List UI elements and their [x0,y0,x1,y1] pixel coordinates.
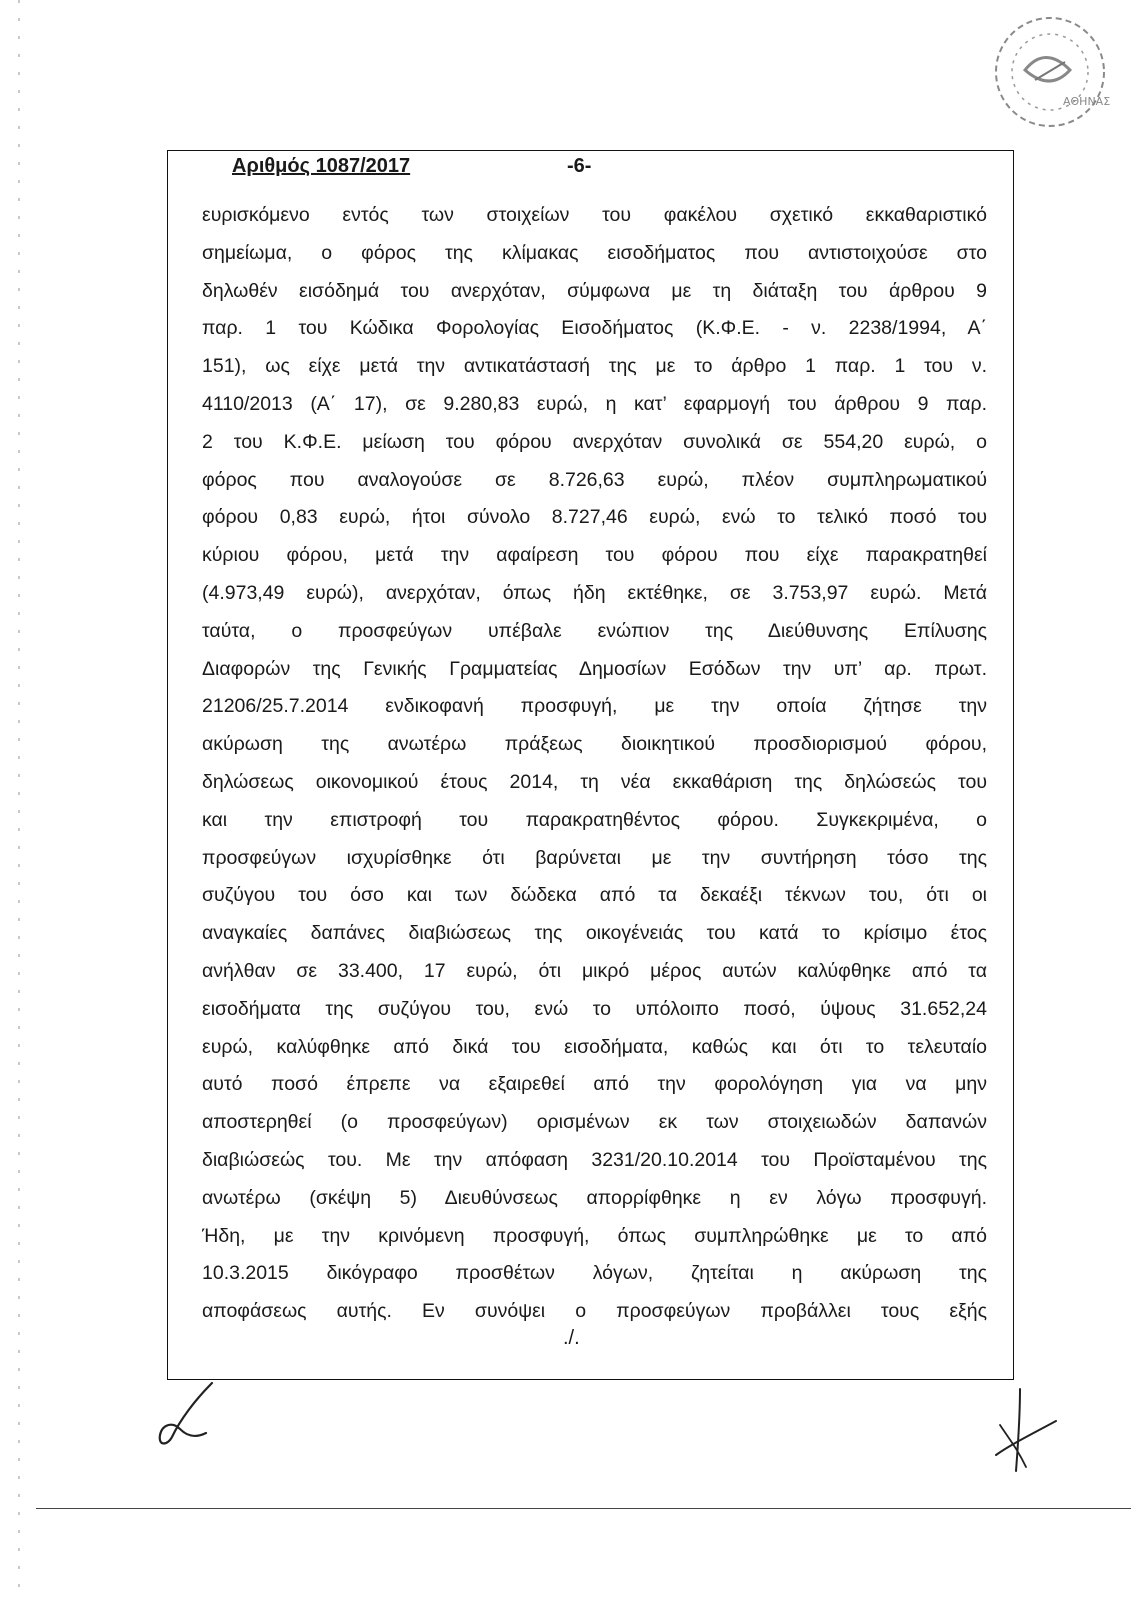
text-line: αναγκαίες δαπάνες διαβιώσεως της οικογένειάς του κατά το κρίσιμο έτος [202,922,987,945]
text-line: 10.3.2015 δικόγραφο προσθέτων λόγων, ζητείται η ακύρωση της [202,1262,987,1285]
text-line: ευρισκόμενο εντός των στοιχείων του φακέλου σχετικό εκκαθαριστικό [202,204,987,226]
text-line: 151), ως είχε μετά την αντικατάστασή της με το άρθρο 1 παρ. 1 του ν. [202,355,987,378]
text-line: διαβιώσεώς του. Με την απόφαση 3231/20.10.2014 του Προϊσταμένου της [202,1148,987,1171]
text-line: 21206/25.7.2014 ενδικοφανή προσφυγή, με την οποία ζήτησε την [202,695,987,718]
text-line: παρ. 1 του Κώδικα Φορολογίας Εισοδήματος (Κ.Φ.Ε. - ν. 2238/1994, Α΄ [202,317,987,340]
text-line: ανωτέρω (σκέψη 5) Διευθύνσεως απορρίφθηκε η εν λόγω προσφυγή. [202,1186,987,1209]
text-line: ευρώ, καλύφθηκε από δικά του εισοδήματα, καθώς και ότι το τελευταίο [202,1035,987,1058]
text-line: σημείωμα, ο φόρος της κλίμακας εισοδήματος που αντιστοιχούσε στο [202,241,987,264]
text-line: φόρου 0,83 ευρώ, ήτοι σύνολο 8.727,46 ευρώ, ενώ το τελικό ποσό του [202,506,987,529]
court-seal-stamp [975,10,1125,140]
text-line: αυτό ποσό έπρεπε να εξαιρεθεί από την φορολόγηση για να μην [202,1073,987,1096]
document-header [232,155,592,178]
text-line: Ήδη, με την κρινόμενη προσφυγή, όπως συμπληρώθηκε με το από [202,1224,987,1247]
text-line: συζύγου του όσο και των δώδεκα από τα δεκαέξι τέκνων του, ότι οι [202,884,987,907]
text-line: δηλωθέν εισόδημά του ανερχόταν, σύμφωνα με τη διάταξη του άρθρου 9 [202,279,987,302]
text-line: και την επιστροφή του παρακρατηθέντος φόρου. Συγκεκριμένα, ο [202,808,987,831]
text-line: αποφάσεως αυτής. Εν συνόψει ο προσφεύγων προβάλλει τους εξής [202,1300,987,1323]
text-line: ανήλθαν σε 33.400, 17 ευρώ, ότι μικρό μέρος αυτών καλύφθηκε από τα [202,959,987,982]
scan-edge-marks [18,0,20,1600]
text-line: (4.973,49 ευρώ), ανερχόταν, όπως ήδη εκτέθηκε, σε 3.753,97 ευρώ. Μετά [202,581,987,604]
continuation-mark: ./. [563,1327,580,1349]
document-frame [167,150,1014,1380]
text-line: προσφεύγων ισχυρίσθηκε ότι βαρύνεται με την συντήρηση τόσο της [202,846,987,869]
bottom-rule [36,1508,1131,1509]
text-line: 4110/2013 (Α΄ 17), σε 9.280,83 ευρώ, η κατ’ εφαρμογή του άρθρου 9 παρ. [202,392,987,415]
text-line: ταύτα, ο προσφεύγων υπέβαλε ενώπιον της Διεύθυνσης Επίλυσης [202,619,987,642]
text-line: 2 του Κ.Φ.Ε. μείωση του φόρου ανερχόταν συνολικά σε 554,20 ευρώ, ο [202,430,987,453]
body-text [202,197,987,1331]
text-line: αποστερηθεί (ο προσφεύγων) ορισμένων εκ των στοιχειωδών δαπανών [202,1111,987,1134]
text-line: δηλώσεως οικονομικού έτους 2014, τη νέα εκκαθάριση της δηλώσεώς του [202,770,987,793]
text-line: εισοδήματα της συζύγου του, ενώ το υπόλοιπο ποσό, ύψους 31.652,24 [202,997,987,1020]
page-number: -6- [567,155,592,177]
handwritten-initial-left [150,1375,240,1455]
text-line: Διαφορών της Γενικής Γραμματείας Δημοσίων Εσόδων την υπ’ αρ. πρωτ. [202,657,987,680]
text-line: φόρος που αναλογούσε σε 8.726,63 ευρώ, πλέον συμπληρωματικού [202,468,987,491]
text-line: ακύρωση της ανωτέρω πράξεως διοικητικού προσδιορισμού φόρου, [202,733,987,756]
case-number: Αριθμός 1087/2017 [232,155,411,177]
handwritten-initial-right [990,1385,1060,1475]
text-line: κύριου φόρου, μετά την αφαίρεση του φόρου που είχε παρακρατηθεί [202,544,987,567]
svg-text:ΑΘΗΝΑΣ: ΑΘΗΝΑΣ [1063,95,1111,108]
